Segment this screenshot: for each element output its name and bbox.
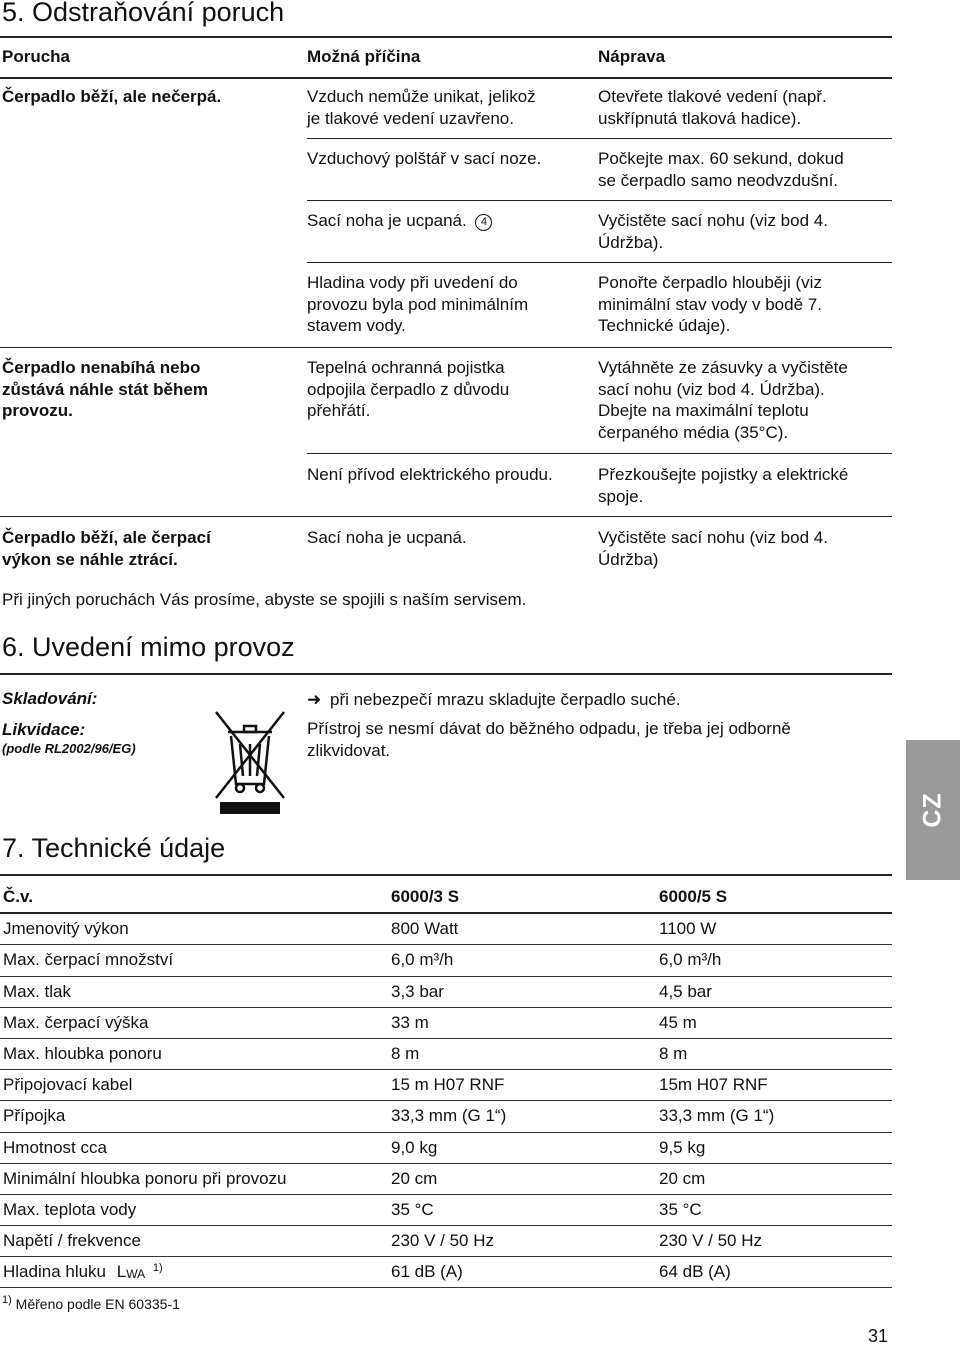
fix-unplug-clean: Vytáhněte ze zásuvky a vyčistěte sací nohu (viz bod 4. Údržba). Dbejte na maximální teplotu čerpaného média (35°C). xyxy=(598,358,848,442)
spec-value: 230 V / 50 Hz xyxy=(388,1226,656,1257)
language-tab-label: CZ xyxy=(918,792,947,828)
spec-value: 800 Watt xyxy=(388,913,656,945)
spec-label: Jmenovitý výkon xyxy=(0,913,388,945)
problem-output-drops: Čerpadlo běží, ale čerpací výkon se náhle ztrácí. xyxy=(2,528,211,569)
spec-label-noise xyxy=(0,1257,388,1288)
spec-value: 33,3 mm (G 1“) xyxy=(388,1101,656,1132)
footnote-reference: 1) xyxy=(152,1262,163,1275)
footnote-text: Měřeno podle EN 60335-1 xyxy=(15,1296,180,1312)
problem-not-pumping: Čerpadlo běží, ale nečerpá. xyxy=(2,87,222,106)
page-number: 31 xyxy=(868,1326,889,1346)
service-note: Při jiných poruchách Vás prosíme, abyste se spojili s naším servisem. xyxy=(2,590,527,609)
header-cause: Možná příčina xyxy=(307,47,421,66)
spec-value: 1100 W xyxy=(656,913,892,945)
table-row xyxy=(0,1007,892,1038)
spec-label: Minimální hloubka ponoru při provozu xyxy=(0,1163,388,1194)
spec-value: 15m H07 RNF xyxy=(656,1070,892,1101)
spec-value: 20 cm xyxy=(388,1163,656,1194)
spec-value: 3,3 bar xyxy=(388,976,656,1007)
spec-value: 35 °C xyxy=(656,1194,892,1225)
header-fix: Náprava xyxy=(598,47,666,66)
crossed-out-wheelie-bin-icon xyxy=(210,706,290,821)
table-row xyxy=(0,1038,892,1069)
cause-text: Sací noha je ucpaná. xyxy=(307,211,467,230)
spec-value: 33 m xyxy=(388,1007,656,1038)
cause-suction-foot-clogged xyxy=(307,210,597,232)
disposal-directive: (podle RL2002/96/EG) xyxy=(2,741,136,756)
table-row xyxy=(0,976,892,1007)
language-tab xyxy=(906,740,960,880)
noise-symbol-letter: L xyxy=(116,1262,127,1282)
section-5-title: 5. Odstraňování poruch xyxy=(2,0,285,27)
cause-air-cushion: Vzduchový polštář v sací noze. xyxy=(307,149,542,168)
spec-value: 8 m xyxy=(388,1038,656,1069)
divider xyxy=(307,453,892,454)
fix-wait-deaerate: Počkejte max. 60 sekund, dokud se čerpadlo samo neodvzdušní. xyxy=(598,149,844,190)
spec-label: Hmotnost cca xyxy=(0,1132,388,1163)
divider xyxy=(0,36,892,38)
table-row xyxy=(0,1257,892,1288)
specs-table xyxy=(0,882,892,1288)
noise-symbol-sub: WA xyxy=(126,1267,146,1282)
fix-submerge-deeper: Ponořte čerpadlo hlouběji (viz minimální stav vody v bodě 7. Technické údaje). xyxy=(598,273,822,335)
spec-label: Připojovací kabel xyxy=(0,1070,388,1101)
table-row xyxy=(0,1163,892,1194)
spec-value: 230 V / 50 Hz xyxy=(656,1226,892,1257)
divider xyxy=(0,77,892,79)
disposal-text: Přístroj se nesmí dávat do běžného odpadu, je třeba jej odborně zlikvidovat. xyxy=(307,719,791,760)
table-row xyxy=(0,913,892,945)
spec-value: 64 dB (A) xyxy=(656,1257,892,1288)
spec-value: 45 m xyxy=(656,1007,892,1038)
noise-symbol xyxy=(117,1262,145,1281)
spec-label: Max. tlak xyxy=(0,976,388,1007)
cause-water-level-low: Hladina vody při uvedení do provozu byla pod minimálním stavem vody. xyxy=(307,273,529,335)
spec-value: 6,0 m³/h xyxy=(656,945,892,976)
spec-value: 35 °C xyxy=(388,1194,656,1225)
cause-suction-foot-clogged-2: Sací noha je ucpaná. xyxy=(307,528,467,547)
spec-label: Přípojka xyxy=(0,1101,388,1132)
cause-thermal-protection: Tepelná ochranná pojistka odpojila čerpadlo z důvodu přehřátí. xyxy=(307,358,510,420)
storage-text: při nebezpečí mrazu skladujte čerpadlo suché. xyxy=(329,690,681,709)
divider xyxy=(307,262,892,263)
header-cell: Č.v. xyxy=(0,882,388,913)
footnote xyxy=(2,1294,180,1312)
disposal-label: Likvidace: xyxy=(2,720,86,739)
spec-value: 9,0 kg xyxy=(388,1132,656,1163)
fix-open-pressure-line: Otevřete tlakové vedení (např. uskřípnutá tlaková hadice). xyxy=(598,87,827,128)
problem-does-not-start: Čerpadlo nenabíhá nebo zůstává náhle stát během provozu. xyxy=(2,358,208,420)
spec-label: Max. čerpací výška xyxy=(0,1007,388,1038)
table-row xyxy=(0,1132,892,1163)
spec-value: 20 cm xyxy=(656,1163,892,1194)
spec-label: Napětí / frekvence xyxy=(0,1226,388,1257)
section-7-title: 7. Technické údaje xyxy=(2,833,226,863)
table-row xyxy=(0,1194,892,1225)
divider xyxy=(0,516,892,517)
spec-value: 33,3 mm (G 1“) xyxy=(656,1101,892,1132)
arrow-right-icon: ➜ xyxy=(307,690,322,709)
spec-value: 4,5 bar xyxy=(656,976,892,1007)
storage-instruction xyxy=(307,689,681,711)
spec-value: 8 m xyxy=(656,1038,892,1069)
table-row xyxy=(0,1070,892,1101)
footnote-mark: 1) xyxy=(2,1294,12,1306)
spec-value: 15 m H07 RNF xyxy=(388,1070,656,1101)
divider xyxy=(307,138,892,139)
spec-value: 61 dB (A) xyxy=(388,1257,656,1288)
storage-label: Skladování: xyxy=(2,689,98,708)
divider xyxy=(0,347,892,348)
table-row xyxy=(0,1101,892,1132)
spec-label: Max. teplota vody xyxy=(0,1194,388,1225)
divider xyxy=(307,200,892,201)
header-cell: 6000/5 S xyxy=(656,882,892,913)
spec-label: Max. hloubka ponoru xyxy=(0,1038,388,1069)
fix-check-fuses: Přezkoušejte pojistky a elektrické spoje. xyxy=(598,465,849,506)
spec-value: 9,5 kg xyxy=(656,1132,892,1163)
divider xyxy=(0,673,892,675)
header-problem: Porucha xyxy=(2,47,71,66)
table-row xyxy=(0,945,892,976)
spec-label: Max. čerpací množství xyxy=(0,945,388,976)
table-header-row xyxy=(0,882,892,913)
cause-air-cannot-escape: Vzduch nemůže unikat, jelikož je tlakové vedení uzavřeno. xyxy=(307,87,536,128)
section-6-title: 6. Uvedení mimo provoz xyxy=(2,632,295,662)
fix-clean-suction-foot: Vyčistěte sací nohu (viz bod 4. Údržba). xyxy=(598,211,828,252)
table-row xyxy=(0,1226,892,1257)
header-cell: 6000/3 S xyxy=(388,882,656,913)
reference-number-circle: 4 xyxy=(475,214,492,231)
spec-value: 6,0 m³/h xyxy=(388,945,656,976)
divider xyxy=(0,874,892,876)
cause-no-power: Není přívod elektrického proudu. xyxy=(307,465,553,484)
fix-clean-suction-foot-2: Vyčistěte sací nohu (viz bod 4. Údržba) xyxy=(598,528,828,569)
noise-label: Hladina hluku xyxy=(3,1262,107,1282)
